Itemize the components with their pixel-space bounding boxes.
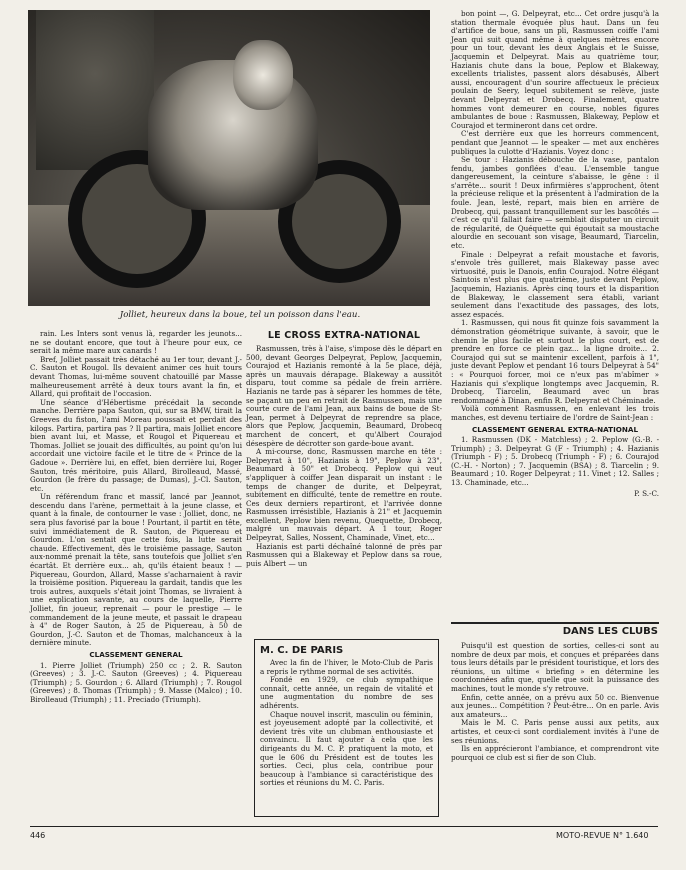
paragraph: Une séance d'Hébertisme précédait la seconde manche. Derrière papa Sauton, qui, sur sa BMW, tirait la Greeves du fiston, l'ami Moreau poussait et perdait des kilogs. Partira, partira pas ? Il partira, mais Jolliet encore bien avant lui, et Masse, et Rougol et Piquereau et Thomas. Jolliet se jouait des difficultés, au point qu'on lui accordait une victoire facile et le titre de « Prince de la Gadoue ». Derrière lui, en effet, bien derrière lui, Roger Sauton, trés méritoire, puis Allard, Birolleaud, Massé, Gourdon (le frère du passage; de Dumas), J.-Cl. Sauton, etc. [30,397,242,493]
paragraph: Rasmussen, très à l'aise, s'impose dès le départ en 500, devant Georges Delpeyrat, Peplow, Jacquemin, Courajod et Hazianis remonté à la 5e place, déjà, après un mauvais dérapage. Blakeway a aussitôt disparu, tout comme sa pédale de frein arrière. Hazianis ne tarde pas à séparer les hommes de tête, se paçant un peu en retrait de Rasmussen, mais une courte cure de l'ami Jean, aux bains de boue de St-Jean, permet à Delpeyrat de reprendre sa place, alors que Peplow, Jacquemin, Beaumard, Drobecq marchent de concert, et qu'Albert Courajod désespère de décrotter son garde-boue avant. [246,344,442,448]
photo-background-tree [36,10,154,170]
paragraph: 1. Rasmussen, qui nous fit quinze fois savamment la démonstration géométrique suivante, à savoir, que le chemin le plus facile et surtout le plus court, est de prendre en force ce plein gaz... la ligne droite... 2. Courajod qui sut se maintenir excellent, parfois à 1", juste devant Peplow et pendant 16 tours Delpeyrat à 54" : « Pourquoi forcer, moi ce n'eux pas m'abîmer » Hazianis qui s'explique longtemps avec Jacquemin, R. Drobecq, Tiarcelin, Beaumard avec un bras rendommagé à Dinan, enfin R. Delpeyrat et Chéminade. [451,318,659,405]
paragraph: Un référendum franc et massif, lancé par Jeannot, descendu dans l'arène, permettait à la jeune classe, et quant à la finale, de contourner le vase : Jolliet, donc, ne sera plus favorisé par la boue ! Pourtant, il partit en tête, suivi immédiatement de R. Sauton, de Piquereau et Gourdon. L'on sentait que cette fois, la lutte serait chaude. Effectivement, dès le troisième passage, Sauton aux-nommé prenait la tête, sans toutefois que Jolliet s'en écartât. Et derrière eux... ah, qu'ils étaient beaux ! — Piquereau, Gourdon, Allard, Masse s'acharnaient à ravir la troisième position. Piquereau la gardait, tandis que les trois autres, auxquels s'était joint Thomas, se livraient à une explication savante, au cours de laquelle, Pierre Jolliet, fin joueur, reprenait — pour le prestige — le commandement de la jeune meute, et passait le drapeau à 4" de Roger Sauton, à 25 de Piquereau, à 50 de Gourdon, J.-C. Sauton et de Thomas, malchanceux à la dernière minute. [30,492,242,648]
paragraph: Bref, Jolliet passait très détaché au 1er tour, devant J.-C. Sauton et Rougol. Ils devaient animer ces huit tours devant Thomas, lui-même souvent chatouillé par Masse malheureusement arrêté à deux tours avant la fin, et Allard, qui profitait de l'occasion. [30,354,242,399]
page-number: 446 [30,831,46,840]
magazine-issue: MOTO-REVUE N° 1.640 [556,831,649,840]
paragraph: A mi-course, donc, Rasmussen marche en tête : Delpeyrat à 10", Hazianis à 19", Peplow à 23", Beaumard à 50" et Drobecq. Peplow qui veut s'appliquer à coiffer Jean disparait un instant : le temps de changer de durite, et Delpeyrat, subitement en difficulté, tente de remettre en route. Ces deux derniers repartiront, et l'arrivée donne Rasmussen irrésistible, Hazianis à 21" et Jacquemin excellent, Peplow bien revenu, Quequette, Drobecq, malgré un mauvais départ. A 1 tour, Roger Delpeyrat, Salles, Nossent, Chaminade, Vinet, etc... [246,447,442,543]
paragraph: Voilà comment Rasmussen, en enlevant les trois manches, est devenu tertiaire de l'ordre de Saint-Jean : [451,404,659,422]
paragraph: bon point —, G. Delpeyrat, etc... Cet ordre jusqu'à la station thermale évoquée plus haut. Dans un feu d'artifice de boue, sans un pli, Rasmussen coiffe l'ami Jean qui suit quand même à quelques mètres encore pour un tour, devant les deux Anglais et le Suisse, Jacquemin et Delpeyrat. Mais au quatrième tour, Hazianis chute dans la boue, Peplow et Blakeway, excellents trialistes, passent alors désabusés, Albert aussi, encouragent d'un sourire affectueux le précieux poulain de Seery, lequel subitement se relève, juste devant Delpeyrat et Drobecq. Finalement, quatre hommes vont demeurer en course, nobles figures ambulantes de boue : Rasmussen, Blakeway, Peplow et Courajod et termineront dans cet ordre. [451,9,659,130]
column-left [30,330,242,705]
section-divider [451,622,659,624]
paragraph: Se tour : Hazianis débouche de la vase, pantalon fendu, jambes gonflées d'eau. L'ensemble tangue dangereusement, la ceinture s'abaisse, le gêne : il s'arrête... sourit ! Deux infirmières s'approchent, ôtent la précieuse relique et la présentent à l'admiration de la foule. Jean, lesté, repart, mais bien en arrière de Drobecq, qui, passant tranquillement sur les bascôtés — c'est ce qu'il fallait faire — semblait disputer un circuit de régularité, de Quéquette qui égoutait sa moustache alourdie en secouant son visage, Beaumard, Tiarcelin, etc. [451,155,659,251]
mc-paris-box [254,639,439,817]
classement-title: CLASSEMENT GENERAL [89,649,183,659]
mc-paris-text [260,659,433,788]
paragraph: Chaque nouvel inscrit, masculin ou féminin, est joyeusement adopté par la collectivité, et devient très vite un clubman enthousiaste et convaincu. Il faut ajouter à cela que les dirigeants du M. C. P. pratiquent la moto, et que le 606 du Président est de toutes les sorties. Ceci, plus cela, contribue pour beaucoup à l'ambiance si caractéristique des sorties et réunions du M. C. Paris. [260,709,433,788]
paragraph: Puisqu'il est question de sorties, celles-ci sont au nombre de deux par mois, et conçues et préparées dans tous leurs détails par le président touristique, et lors des réunions, un ultime « briefing » en détermine les coordonnées afin que, quelle que soit la puissance des machines, tout le monde s'y retrouve. [451,641,659,693]
classement-title: CLASSEMENT GENERAL EXTRA-NATIONAL [471,424,639,434]
mc-paris-title: M. C. DE PARIS [260,645,344,656]
paragraph: Mais le M. C. Paris pense aussi aux petits, aux artistes, et ceux-ci sont cordialement invités à l'une de ses réunions. [451,718,659,745]
paragraph: Ils en apprécieront l'ambiance, et comprendront vite pourquoi ce club est si fier de son Club. [451,744,659,762]
column-middle [246,345,442,568]
paragraph: C'est derrière eux que les horreurs commencent, pendant que Jeannot — le speaker — met aux enchères publiques la culotte d'Hazianis. Voyez donc : [451,129,659,156]
paragraph: Hazianis est parti déchaîné talonné de près par Rasmussen qui a Blakeway et Peplow dans sa roue, puis Albert — un [246,541,442,568]
classement-list: 1. Rasmussen (DK - Matchless) ; 2. Peplow (G.-B. - Triumph) ; 3. Delpeyrat G (F - Triumph) ; 4. Hazianis (Triumph - F) ; 5. Drobecq (Triumph - F) ; 6. Courajod (C.-H. - Norton) ; 7. Jacquemin (BSA) ; 8. Tiarcelin ; 9. Beaumard ; 10. Roger Delpeyrat ; 11. Vinet ; 12. Salles ; 13. Chaminade, etc... [451,435,659,488]
classement-list: 1. Pierre Jolliet (Triumph) 250 cc ; 2. R. Sauton (Greeves) ; 3. J.-C. Sauton (Greeves) ; 4. Piquereau (Triumph) ; 5. Gourdon ; 6. Allard (Triumph) ; 7. Rougol (Greeves) ; 8. Thomas (Triumph) ; 9. Masse (Malco) ; 10. Birolleaud (Triumph) ; 11. Preciado (Triumph). [30,660,242,704]
paragraph: Fondé en 1929, ce club sympathique connaît, cette année, un regain de vitalité et une augmentation du nombre de ses adhérents. [260,675,433,710]
paragraph: Avec la fin de l'hiver, le Moto-Club de Paris a repris le rythme normal de ses activités. [260,658,433,676]
motocross-photo [28,10,430,306]
photo-caption: Jolliet, heureux dans la boue, tel un poisson dans l'eau. [119,310,361,320]
clubs-column [451,642,659,762]
paragraph: rain. Les Inters sont venus là, regarder les jeunots... ne se doutant encore, que tout à l'heure pour eux, ce serait la même mare aux canards ! [30,329,242,356]
column-right [451,10,659,498]
paragraph: Enfin, cette année, on a prévu aux 50 cc. Bienvenue aux jeunes... Compétition ? Peut-être... On en parle. Avis aux amateurs... [451,692,659,719]
author-signature: P. S.-C. [634,488,659,498]
cross-heading: LE CROSS EXTRA-NATIONAL [267,330,421,341]
paragraph: Finale : Delpeyrat a refait moustache et favoris, s'envole très guilleret, mais Blakeway passe avec virtuosité, puis le Danois, enfin Courajod. Notre élégant Saintois n'est plus que quatrième, juste devant Peplow, Jacquemin, Hazianis. Après cinq tours et la disparition de Blakeway, le classement sera établi, variant seulement dans l'exactitude des passages, des lots, assez espacés. [451,249,659,319]
photo-rider [233,40,293,110]
footer-rule [30,826,658,827]
clubs-heading: DANS LES CLUBS [562,626,658,637]
